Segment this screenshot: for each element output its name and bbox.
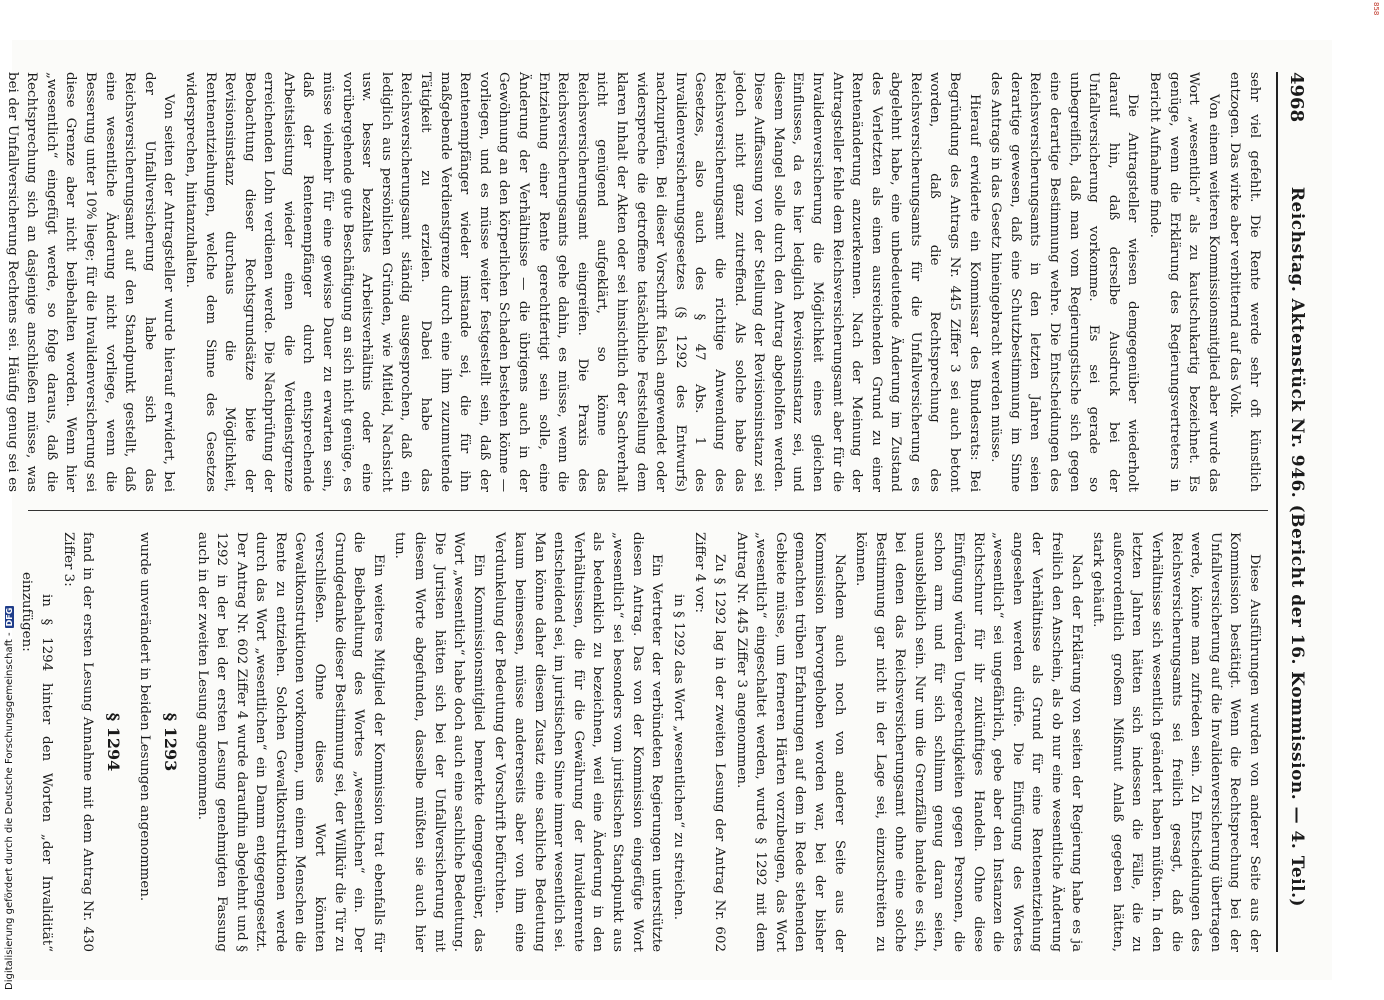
page-title: Reichstag. Aktenstück Nr. 946. (Bericht der 16. Kommission. — 4. Teil.) <box>1287 186 1307 908</box>
paragraph: Hierauf erwiderte ein Kommissar des Bundesrats: Bei Begründung des Antrags Nr. 445 Ziffer 3 sei auch betont worden, daß die Rechtsprechung des Reichsversicherungsamts für die Unfallversicherung es abgelehnt habe, eine unbedeutende Änderung im Zustand des Verletzten als einen ausreichenden Grund zu einer Rentenänderung anzuerkennen. Nach der Meinung der Antragsteller fehle dem Reichsversicherungsamt aber für die Invalidenversicherung die Möglichkeit eines gleichen Einflusses, da es hier lediglich Revisionsinstanz sei, und diesem Mangel solle durch den Antrag abgeholfen werden. Diese Auffassung von der Stellung der Revisionsinstanz sei jedoch nicht ganz zutreffend. Als solche habe das Reichsversicherungsamt die richtige Anwendung des Gesetzes, also auch des § 47 Abs. 1 des Invalidenversicherungsgesetzes (§ 1292 des Entwurfs) nachzuprüfen. Bei dieser Vorschrift falsch angewendet oder widerspreche die getroffene tatsächliche Feststellung dem klaren Inhalt der Akten oder sei hinsichtlich der Sachverhalt nicht genügend aufgeklärt, so könne das Reichsversicherungsamt eingreifen. Die Praxis des Reichsversicherungsamts gehe dahin, es müsse, wenn die Entziehung einer Rente gerechtfertigt sein solle, eine Änderung der Verhältnisse — die übrigens auch in der Gewöhnung an den körperlichen Schaden bestehen könne — vorliegen, und es müsse weiter festgestellt sein, daß der Rentenempfänger wieder imstande sei, die für ihn maßgebende Verdienstgrenze durch eine ihm zuzumutende Tätigkeit zu erzielen. Dabei habe das Reichsversicherungsamt ständig ausgesprochen, daß ein lediglich aus persönlichen Gründen, wie Mitleid, Nachsicht usw. besser bezahltes Arbeitsverhältnis oder eine vorübergehende gute Beschäftigung an sich nicht genüge, es müsse vielmehr für eine gewisse Dauer zu erwarten sein, daß der Rentenempfänger durch entsprechende Arbeitsleistung wieder einen die Verdienstgrenze erreichenden Lohn verdienen werde. Die Nachprüfung der Beobachtung dieser Rechtsgrundsätze biete der Revisionsinstanz durchaus die Möglichkeit, Rentenentziehungen, welche dem Sinne des Gesetzes widersprechen, hintanzuhalten. <box>182 72 982 492</box>
paragraph: Nachdem auch noch von anderer Seite aus der Kommission hervorgehoben worden war, bei der bisher gemachten trüben Erfahrungen auf dem in Rede stehenden Gebiete müsse, um ferneren Härten vorzubeugen, das Wort „wesentlich“ eingeschaltet werden, wurde § 1292 mit dem Antrag Nr. 445 Ziffer 3 angenommen. <box>733 532 847 952</box>
paragraph: Von einem weiteren Kommissionsmitglied aber wurde das Wort „wesentlich“ als zu kautschukartig bezeichnet. Es genüge, wenn die Erklärung des Regierungsvertreters in Bericht Aufnahme finde. <box>1147 72 1221 492</box>
column-divider <box>28 510 1268 511</box>
paragraph: fand in der ersten Lesung Annahme mit dem Antrag Nr. 430 Ziffer 3: <box>60 532 96 952</box>
credit-text: Digitalisierung gefördert durch die Deutsche Forschungsgemeinschaft - <box>4 632 15 990</box>
paragraph: Nach der Erklärung von seiten der Regierung habe es ja freilich den Anschein, als ob nur eine wesentliche Änderung der Verhältnisse als Grund für eine Rentenentziehung angesehen werden dürfe. Die Einfügung des Wortes „wesentlich“ sei ungefährlich, gebe aber den Instanzen die Richtschnur für ihr zukünftiges Handeln. Ohne diese Einfügung würden Ungerechtigkeiten gegen Personen, die schon arm und für sich schlimm genug daran seien, unausbleiblich sein. Nur um die Grenzfälle handele es sich, bei denen das Reichsversicherungsamt ohne eine solche Bestimmung gar nicht in der Lage sei, einzuschreiten zu können. <box>853 532 1084 952</box>
paragraph: wurde unverändert in beiden Lesungen angenommen. <box>137 532 153 902</box>
digitization-credit <box>4 600 18 990</box>
section-heading: § 1294 <box>103 712 123 772</box>
dfg-logo: DFG <box>5 607 14 627</box>
paragraph: Die Antragsteller wiesen demgegenüber wiederholt darauf hin, daß derselbe Ausdruck bei der Unfallversicherung vorkomme. Es sei gerade so unbegreiflich, daß man vom Regierungstische sich gegen eine derartige Bestimmung wehre. Die Entscheidungen des Reichsversicherungsamts in den letzten Jahren seien derartige gewesen, daß eine Schutzbestimmung im Sinne des Antrags in das Gesetz hineingebracht werden müsse. <box>988 72 1141 492</box>
page-id-mark: 858 <box>1372 2 1380 16</box>
header-rule <box>1276 72 1278 952</box>
paragraph: Diese Ausführungen wurden von anderer Seite aus der Kommission bestätigt. Wenn die Rechtsprechung bei der Unfallversicherung auf die Invalidenversicherung übertragen werde, könne man zufrieden sein. Zu Entscheidungen des Reichsversicherungsamts sei freilich gesagt, daß die Verhältnisse sich wesentlich geändert haben müßten. In den letzten Jahren hätten sich indessen die Fälle, die zu außerordentlich großem Mißmut Anlaß gegeben hätten, stark gehäuft. <box>1090 532 1262 952</box>
right-column <box>15 532 1264 952</box>
paragraph: Ein Vertreter der verbündeten Regierungen unterstützte diesen Antrag. Das von der Kommission eingefügte Wort „wesentlich“ sei besonders vom juristischen Standpunkt aus als bedenklich zu bezeichnen, weil eine Änderung in den Verhältnissen, die für die Gewährung der Invalidenrente entscheidend sei, im juristischen Sinne immer wesentlich sei. Man könne daher diesem Zusatz eine sachliche Bedeutung kaum beimessen, müsse andererseits aber von ihm eine Verdunkelung der Bedeutung der Vorschrift befürchten. <box>492 532 665 952</box>
paragraph: sehr viel gefehlt. Die Rente werde sehr oft künstlich entzogen. Das wirke aber verbitternd auf das Volk. <box>1227 72 1262 492</box>
paragraph: Ein weiteres Mitglied der Kommission trat ebenfalls für die Beibehaltung des Wortes „wesentlichen“ ein. Der Grundgedanke dieser Bestimmung sei, der Willkür die Tür zu verschließen. Ohne dieses Wort könnten Gewaltkonstruktionen vorkommen, um einem Menschen die Rente zu entziehen. Solchen Gewaltkonstruktionen werde durch das Wort „wesentlichen“ ein Damm entgegengesetzt. Der Antrag Nr. 602 Ziffer 4 wurde daraufhin abgelehnt und § 1292 in der bei der ersten Lesung genehmigten Fassung auch in der zweiten Lesung angenommen. <box>194 532 386 952</box>
page-header <box>1282 72 1312 952</box>
paragraph: Von seiten der Antragsteller wurde hierauf erwidert, bei der Unfallversicherung habe sich das Reichsversicherungsamt auf den Standpunkt gestellt, daß eine wesentliche Änderung nicht vorliege, wenn die Besserung unter 10% liege; für die Invalidenversicherung sei diese Grenze aber nicht beibehalten worden. Wenn hier „wesentlich“ eingefügt werde, so folge daraus, daß die Rechtsprechung sich an dasjenige anschließen müsse, was bei der Unfallversicherung Rechtens sei. Häufig genug sei es <box>4 72 177 492</box>
section-heading: § 1293 <box>160 712 180 772</box>
paragraph: Ein Kommissionsmitglied bemerkte demgegenüber, das Wort „wesentlich“ habe doch auch eine sachliche Bedeutung. Die Juristen hätten sich bei der Unfallversicherung mit diesem Worte abgefunden, dasselbe müßten sie auch hier tun. <box>392 532 486 952</box>
paragraph: Zu § 1292 lag in der zweiten Lesung der Antrag Nr. 602 Ziffer 4 vor: <box>692 532 727 952</box>
page-number: 4968 <box>1286 72 1308 123</box>
left-column <box>0 72 1264 492</box>
quoted-motion: in § 1294 hinter den Worten „der Invalidität“ einzufügen: <box>19 572 54 952</box>
quoted-motion: in § 1292 das Wort „wesentlichen“ zu streichen. <box>670 594 686 921</box>
